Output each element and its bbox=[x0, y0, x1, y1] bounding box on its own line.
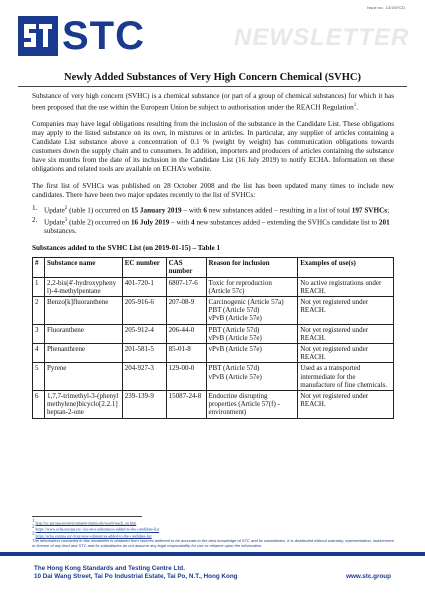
column-header: Substance name bbox=[44, 258, 122, 277]
stc-logo bbox=[18, 16, 153, 56]
footnote-ref: 3 bbox=[64, 217, 68, 223]
document-body bbox=[32, 92, 394, 419]
document-title: Newly Added Substances of Very High Concern Chemical (SVHC) bbox=[64, 72, 361, 83]
ec-number: 239-139-9 bbox=[122, 391, 166, 419]
table-row bbox=[33, 324, 394, 343]
update-dash: – with bbox=[181, 206, 204, 215]
row-number: 3 bbox=[33, 324, 45, 343]
update-total: 197 SVHCs bbox=[351, 206, 388, 215]
row-number: 6 bbox=[33, 391, 45, 419]
examples-of-use: No active registrations under REACH. bbox=[298, 277, 394, 296]
update-count: 6 bbox=[203, 206, 208, 215]
substance-name: Fluoranthene bbox=[44, 324, 122, 343]
history-paragraph: The first list of SVHCs was published on 28 October 2008 and the list has been updated many times to include new candidates. There have been two major updates recently to the list of SVHCs: bbox=[32, 182, 394, 200]
update-post: new substances added – extending the SVHCs candidate list to bbox=[194, 218, 379, 227]
cas-number: 85-01-8 bbox=[166, 344, 206, 363]
update-number: 1. bbox=[32, 204, 38, 213]
update-item bbox=[32, 204, 394, 215]
footnotes bbox=[32, 519, 392, 538]
obligations-paragraph: Companies may have legal obligations resulting from the inclusion of the substance in the Candidate List. These obligations may apply to the listed substance on its own, in mixtures or in articles. In particular, any supplier of articles containing a Candidate List substance above a concentration of 0.1 % (weight by weight) has communication obligations towards customers down the supply chain and to consumers. In addition, importers and producers of articles containing the substance have six months from the date of its inclusion in the Candidate List (16 July 2019) to notify ECHA. Information on these obligations and related tools are available on ECHA’s website. bbox=[32, 120, 394, 174]
update-list bbox=[32, 204, 394, 236]
table-header-row bbox=[33, 258, 394, 277]
examples-of-use: Not yet registered under REACH. bbox=[298, 391, 394, 419]
reason-for-inclusion: PBT (Article 57d) vPvB (Article 57e) bbox=[206, 363, 298, 391]
issue-reference: Issue no.: 13/19/TCD bbox=[367, 5, 405, 10]
footnote-link[interactable]: https://echa.europa.eu/-/four-new-substances-added-to-the-candidate-list bbox=[35, 532, 152, 538]
newsletter-watermark: NEWSLETTER bbox=[234, 24, 410, 51]
row-number: 1 bbox=[33, 277, 45, 296]
cas-number: 207-08-9 bbox=[166, 296, 206, 324]
update-mid: (table 2) occurred on bbox=[67, 218, 131, 227]
table-row bbox=[33, 296, 394, 324]
row-number: 5 bbox=[33, 363, 45, 391]
column-header: Reason for inclusion bbox=[206, 258, 298, 277]
table-row bbox=[33, 344, 394, 363]
ec-number: 205-916-6 bbox=[122, 296, 166, 324]
ec-number: 205-912-4 bbox=[122, 324, 166, 343]
update-post: new substances added – resulting in a list of total bbox=[207, 206, 352, 215]
column-header: Examples of use(s) bbox=[298, 258, 394, 277]
stc-logo-mark bbox=[18, 16, 58, 56]
footnote-number: 2 bbox=[32, 525, 35, 531]
cas-number: 129-00-0 bbox=[166, 363, 206, 391]
ec-number: 201-581-5 bbox=[122, 344, 166, 363]
intro-text: Substance of very high concern (SVHC) is a chemical substance (or part of a group of chemical substances) for which it has been proposed that the use within the European Union be subject to authorisation under the REACH Regulation bbox=[32, 92, 394, 112]
reason-for-inclusion: PBT (Article 57d) vPvB (Article 57e) bbox=[206, 324, 298, 343]
svhc-table bbox=[32, 257, 394, 418]
update-label: Update bbox=[44, 218, 65, 227]
reason-for-inclusion: Carcinogenic (Article 57a) PBT (Article 57d) vPvB (Article 57e) bbox=[206, 296, 298, 324]
update-date: 16 July 2019 bbox=[130, 218, 170, 227]
disclaimer: The information contained in this newsletter is obtained from sources believed to be accurate to the best knowledge of STC and its subsidiaries. It is distributed without warranty, representation, inducement or license of any kind and STC and its subsidiaries do not assume any legal responsibility for use or reliance upon the information. bbox=[32, 538, 394, 548]
table-caption: Substances added to the SVHC List (on 2019-01-15) – Table 1 bbox=[32, 244, 221, 253]
reason-for-inclusion: vPvB (Article 57e) bbox=[206, 344, 298, 363]
footnote-ref: 1 bbox=[353, 103, 357, 108]
footer-bar bbox=[0, 552, 425, 556]
title-divider bbox=[18, 86, 407, 87]
substance-name: 2,2-bis(4'-hydroxyphenyl)-4-methylpentane bbox=[44, 277, 122, 296]
cas-number: 206-44-0 bbox=[166, 324, 206, 343]
footnote-link[interactable]: https://www.echa.europa.eu/-/six-new-substances-added-to-the-candidate-list bbox=[35, 526, 160, 532]
footnote-number: 1 bbox=[32, 519, 35, 524]
stc-logo-text: STC bbox=[62, 14, 145, 58]
company-name: The Hong Kong Standards and Testing Centre Ltd. bbox=[34, 565, 186, 572]
update-text bbox=[44, 204, 389, 215]
intro-end: . bbox=[356, 103, 359, 112]
examples-of-use: Not yet registered under REACH. bbox=[298, 344, 394, 363]
update-number: 2. bbox=[32, 215, 38, 224]
examples-of-use: Not yet registered under REACH. bbox=[298, 296, 394, 324]
column-header: EC number bbox=[122, 258, 166, 277]
examples-of-use: Used as a transported intermediate for the manufacture of fine chemicals. bbox=[298, 363, 394, 391]
cas-number: 15087-24-8 bbox=[166, 391, 206, 419]
reason-for-inclusion: Toxic for reproduction (Article 57c) bbox=[206, 277, 298, 296]
update-total: 201 bbox=[378, 218, 390, 227]
footnote-link[interactable]: http://ec.europa.eu/environment/chemicals/reach/reach_en.htm bbox=[35, 520, 137, 526]
column-header: CAS number bbox=[166, 258, 206, 277]
company-address: 10 Dai Wang Street, Tai Po Industrial Estate, Tai Po, N.T., Hong Kong bbox=[34, 573, 238, 580]
substance-name: 1,7,7-trimethyl-3-(phenylmethylene)bicyclo[2.2.1]heptan-2-one bbox=[44, 391, 122, 419]
update-item bbox=[32, 216, 394, 236]
footnote-ref: 2 bbox=[64, 206, 68, 212]
footnote-divider bbox=[32, 516, 142, 517]
table-row bbox=[33, 277, 394, 296]
reason-for-inclusion: Endocrine disrupting properties (Article 57(f) - environment) bbox=[206, 391, 298, 419]
update-count: 4 bbox=[191, 218, 195, 227]
substance-name: Phenanthrene bbox=[44, 344, 122, 363]
update-end: substances. bbox=[44, 227, 77, 236]
table-row bbox=[33, 391, 394, 419]
table-body bbox=[33, 277, 394, 418]
examples-of-use: Not yet registered under REACH. bbox=[298, 324, 394, 343]
table-row bbox=[33, 363, 394, 391]
update-mid: (table 1) occurred on bbox=[67, 206, 131, 215]
cas-number: 6807-17-6 bbox=[166, 277, 206, 296]
intro-paragraph bbox=[32, 92, 394, 112]
ec-number: 401-720-1 bbox=[122, 277, 166, 296]
update-dash: – with bbox=[169, 218, 192, 227]
update-text bbox=[44, 216, 394, 236]
substance-name: Pyrene bbox=[44, 363, 122, 391]
ec-number: 204-927-3 bbox=[122, 363, 166, 391]
update-end: ; bbox=[387, 206, 390, 215]
footnote-number: 3 bbox=[32, 531, 35, 537]
substance-name: Benzo[k]fluoranthene bbox=[44, 296, 122, 324]
update-date: 15 January 2019 bbox=[130, 206, 182, 215]
update-label: Update bbox=[44, 206, 65, 215]
row-number: 4 bbox=[33, 344, 45, 363]
website-link[interactable]: www.stc.group bbox=[346, 573, 391, 580]
company-info bbox=[34, 565, 238, 581]
column-header: # bbox=[33, 258, 45, 277]
row-number: 2 bbox=[33, 296, 45, 324]
